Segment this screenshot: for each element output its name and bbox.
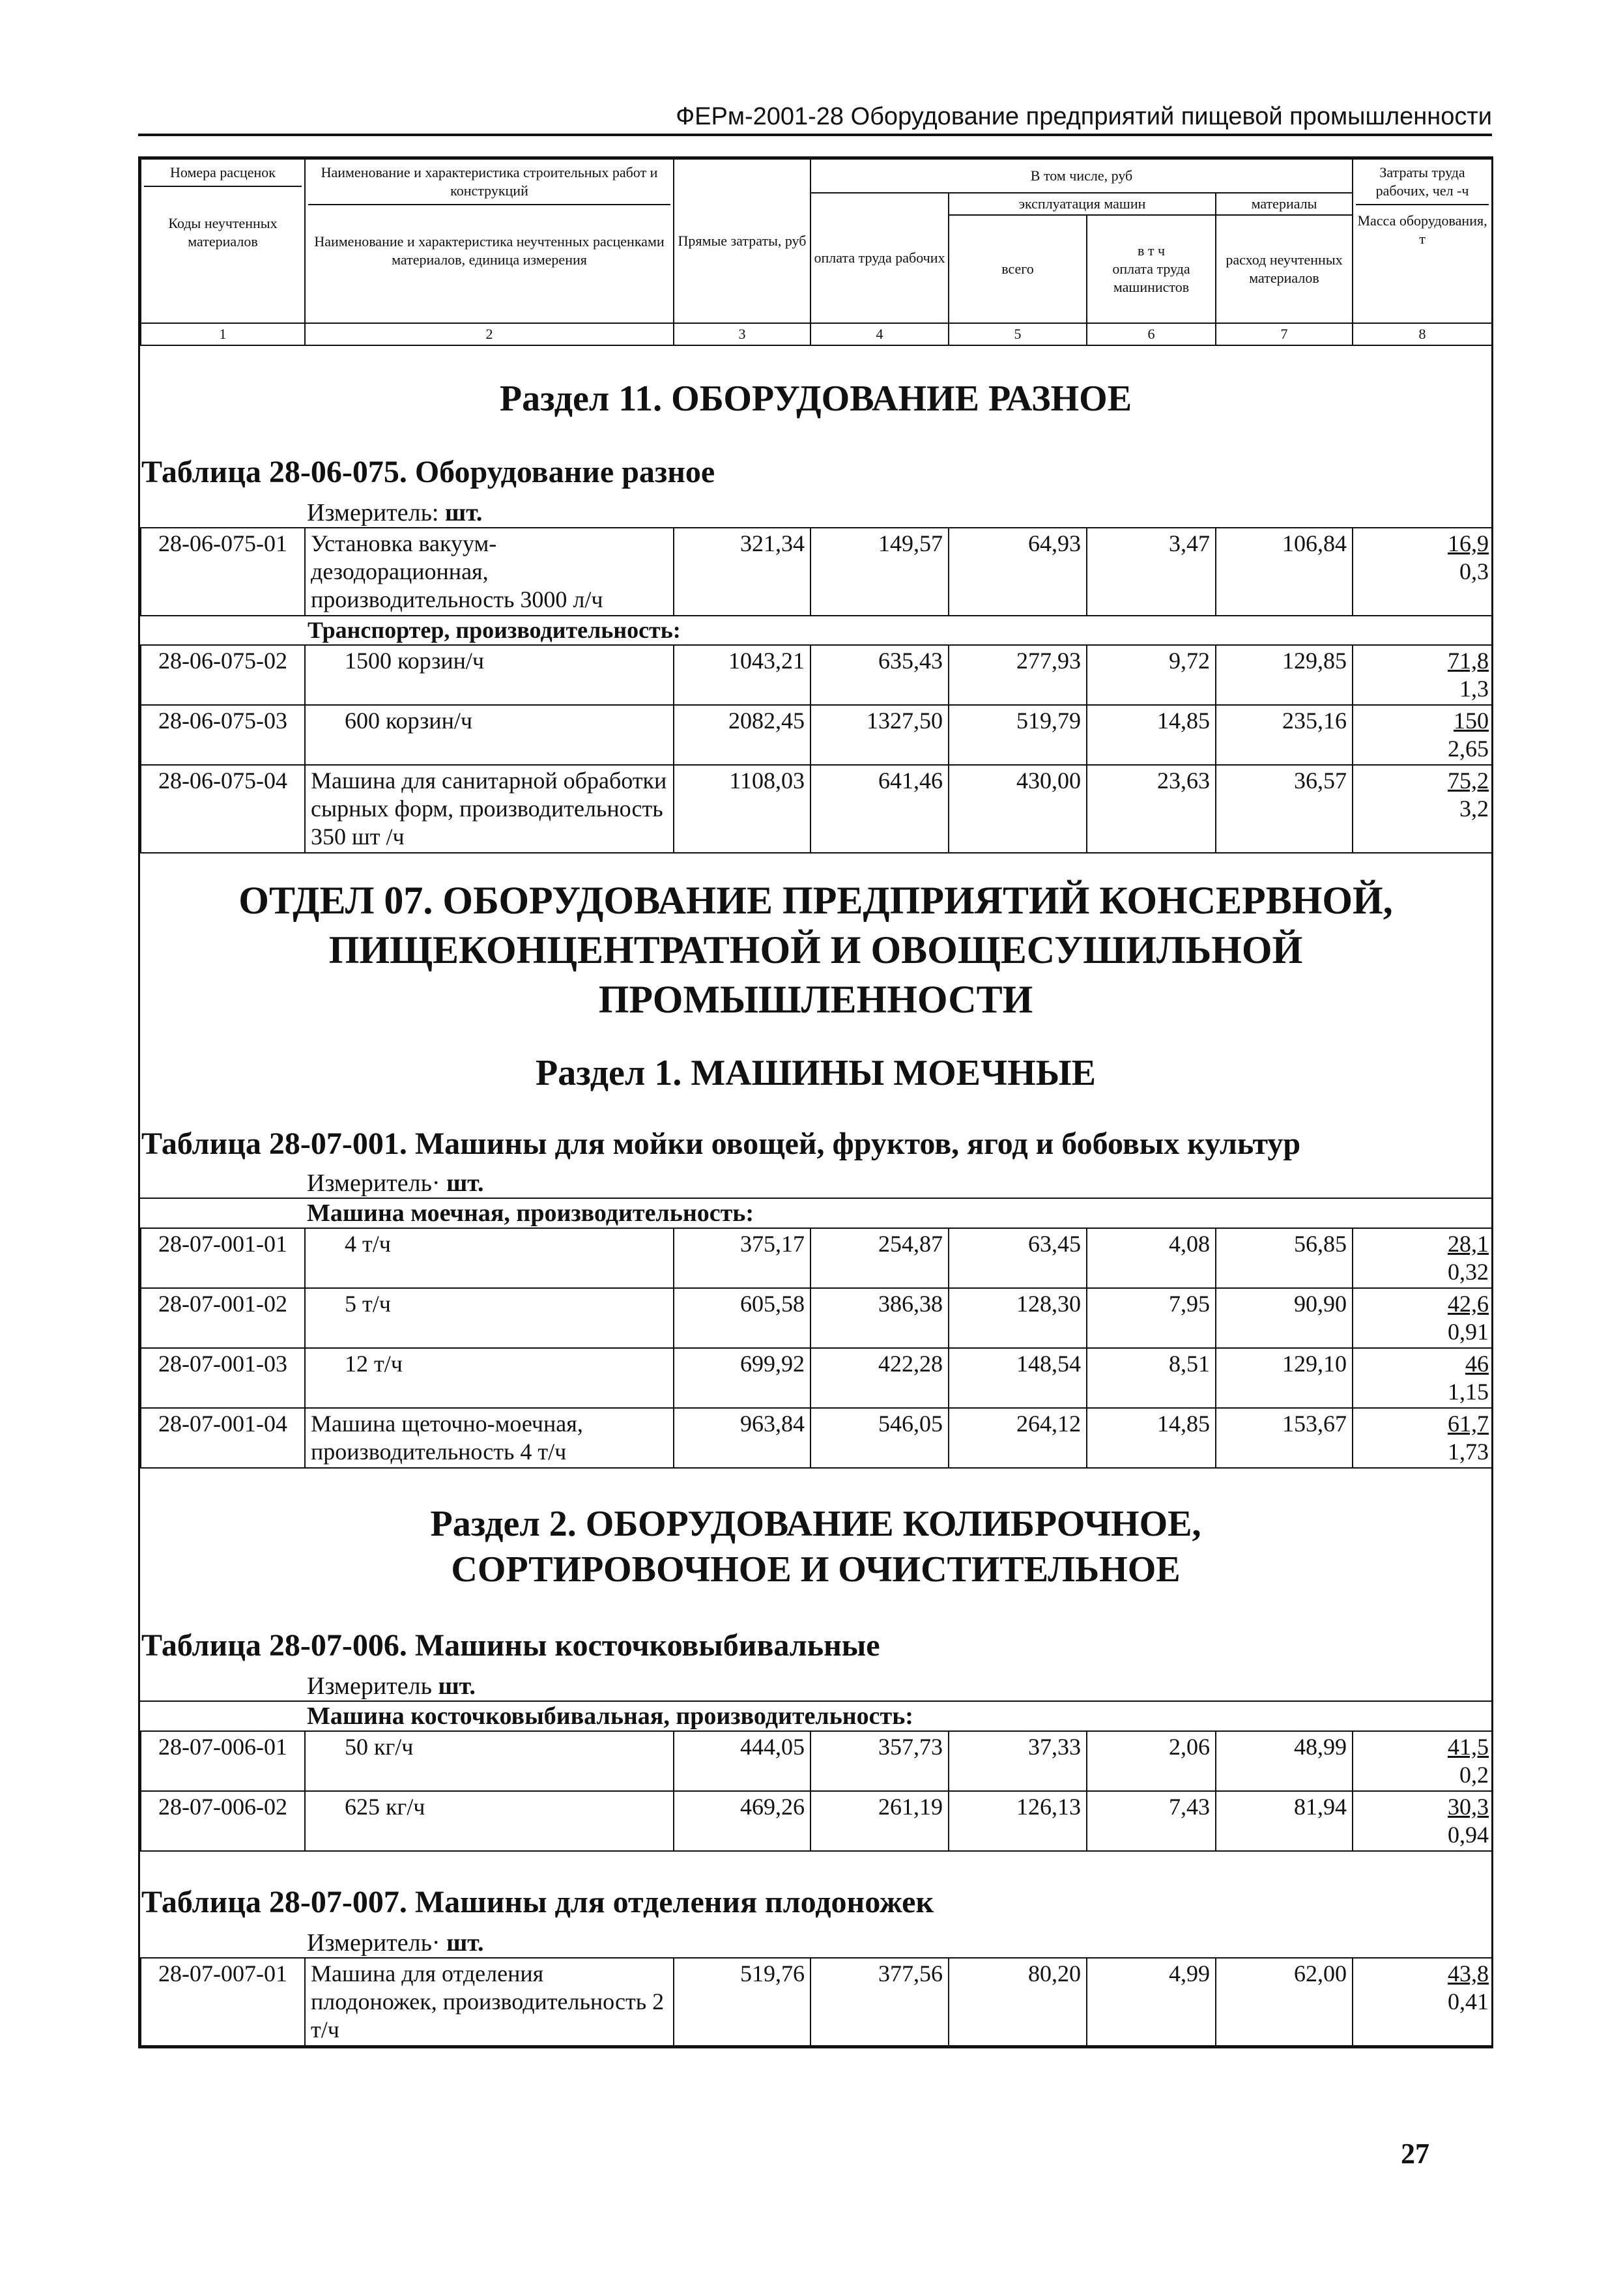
machines-cost: 63,45	[949, 1228, 1087, 1288]
machinists-pay: 14,85	[1087, 1408, 1216, 1468]
col2-header	[305, 159, 674, 323]
rate-code: 28-06-075-04	[141, 765, 305, 853]
colnum-5: 5	[949, 323, 1087, 345]
labor-hours: 28,1	[1448, 1231, 1489, 1257]
colnum-8: 8	[1353, 323, 1492, 345]
labor-hours: 150	[1454, 708, 1489, 734]
labor-hours: 16,9	[1448, 530, 1489, 556]
table-row	[141, 765, 1492, 853]
table-title: Таблица 28-07-001. Машины для мойки овощей, фруктов, ягод и бобовых культур	[141, 1126, 1301, 1161]
direct-cost: 444,05	[674, 1731, 810, 1791]
labor-pay: 546,05	[810, 1408, 949, 1468]
labor-pay: 261,19	[810, 1791, 949, 1851]
materials-header: материалы	[1216, 193, 1353, 215]
meter-label: Измеритель·	[307, 1170, 440, 1197]
equipment-mass: 0,2	[1459, 1762, 1489, 1788]
labor-mass	[1353, 1288, 1492, 1348]
machinists-pay: 23,63	[1087, 765, 1216, 853]
machinists-header	[1087, 215, 1216, 323]
incl-header: В том числе, руб	[810, 159, 1353, 193]
machines-total-header: всего	[949, 215, 1087, 323]
equipment-mass: 0,3	[1459, 558, 1489, 584]
machines-cost: 80,20	[949, 1958, 1087, 2046]
rate-code: 28-07-001-02	[141, 1288, 305, 1348]
labor-mass	[1353, 1348, 1492, 1408]
labor-pay: 386,38	[810, 1288, 949, 1348]
equipment-mass: 1,73	[1448, 1439, 1489, 1465]
colnum-2: 2	[305, 323, 674, 345]
col1-top: Номера расценок	[144, 164, 302, 187]
rates-table	[138, 156, 1493, 2048]
labor-pay: 254,87	[810, 1228, 949, 1288]
rate-name: 4 т/ч	[305, 1228, 674, 1288]
rate-name: 50 кг/ч	[305, 1731, 674, 1791]
col1-header	[141, 159, 305, 323]
col3-header: Прямые затраты, руб	[674, 159, 810, 323]
group-label: Машина косточковыбивальная, производительность:	[140, 1700, 1491, 1730]
meter-line	[140, 1929, 1491, 1957]
rate-name: Машина для отделения плодоножек, производительность 2 т/ч	[305, 1958, 674, 2046]
equipment-mass: 3,2	[1459, 796, 1489, 822]
meter-unit: шт.	[446, 1929, 484, 1957]
section-title: Раздел 11. ОБОРУДОВАНИЕ РАЗНОЕ	[499, 379, 1132, 419]
table-row	[141, 1958, 1492, 2046]
materials-cost: 90,90	[1216, 1288, 1353, 1348]
meter-line	[140, 1672, 1491, 1700]
meter-label: Измеритель:	[307, 499, 439, 526]
machinists-pay: 7,95	[1087, 1288, 1216, 1348]
table-title: Таблица 28-07-007. Машины для отделения плодоножек	[141, 1885, 934, 1919]
machines-cost: 37,33	[949, 1731, 1087, 1791]
labor-hours: 71,8	[1448, 648, 1489, 674]
materials-cost: 129,85	[1216, 645, 1353, 705]
table-row	[141, 1408, 1492, 1468]
table-row	[141, 1228, 1492, 1288]
machines-cost: 64,93	[949, 528, 1087, 616]
labor-hours: 61,7	[1448, 1411, 1489, 1437]
materials-cost: 235,16	[1216, 705, 1353, 765]
machines-cost: 264,12	[949, 1408, 1087, 1468]
rates-rows	[140, 1227, 1493, 1469]
colnum-3: 3	[674, 323, 810, 345]
direct-cost: 605,58	[674, 1288, 810, 1348]
colnum-4: 4	[810, 323, 949, 345]
labor-mass	[1353, 1228, 1492, 1288]
machines-header: эксплуатация машин	[949, 193, 1216, 215]
table-head	[140, 158, 1493, 346]
machinists-pay: 4,08	[1087, 1228, 1216, 1288]
materials-cost: 153,67	[1216, 1408, 1353, 1468]
rate-name: 5 т/ч	[305, 1288, 674, 1348]
meter-unit: шт.	[438, 1672, 476, 1700]
meter-line	[140, 498, 1491, 527]
rate-code: 28-07-001-04	[141, 1408, 305, 1468]
direct-cost: 321,34	[674, 528, 810, 616]
machines-cost: 519,79	[949, 705, 1087, 765]
machines-cost: 126,13	[949, 1791, 1087, 1851]
department-title: ОТДЕЛ 07. ОБОРУДОВАНИЕ ПРЕДПРИЯТИЙ КОНСЕРВНОЙ, ПИЩЕКОНЦЕНТРАТНОЙ И ОВОЩЕСУШИЛЬНОЙ ПРОМЫШЛЕННОСТИ	[238, 879, 1393, 1021]
running-title: ФЕРм-2001-28 Оборудование предприятий пищевой промышленности	[138, 103, 1492, 136]
direct-cost: 1043,21	[674, 645, 810, 705]
direct-cost: 375,17	[674, 1228, 810, 1288]
column-numbers	[141, 323, 1492, 345]
machines-cost: 128,30	[949, 1288, 1087, 1348]
meter-label: Измеритель·	[307, 1929, 440, 1957]
materials-cost: 36,57	[1216, 765, 1353, 853]
table-row	[141, 645, 1492, 705]
rate-name: 1500 корзин/ч	[305, 645, 674, 705]
labor-hours: 42,6	[1448, 1291, 1489, 1317]
direct-cost: 469,26	[674, 1791, 810, 1851]
rate-name: 12 т/ч	[305, 1348, 674, 1408]
rate-code: 28-06-075-02	[141, 645, 305, 705]
machinists-pay: 2,06	[1087, 1731, 1216, 1791]
table-title: Таблица 28-07-006. Машины косточковыбивальные	[141, 1628, 880, 1663]
rates-rows	[140, 1957, 1493, 2046]
equipment-mass: 1,15	[1448, 1379, 1489, 1405]
rate-code: 28-07-006-01	[141, 1731, 305, 1791]
col8-bottom: Масса оборудования, т	[1357, 212, 1487, 247]
labor-mass	[1353, 1791, 1492, 1851]
rate-code: 28-07-001-03	[141, 1348, 305, 1408]
materials-cost: 62,00	[1216, 1958, 1353, 2046]
materials-cost: 56,85	[1216, 1228, 1353, 1288]
labor-pay: 635,43	[810, 645, 949, 705]
table-title: Таблица 28-06-075. Оборудование разное	[141, 455, 715, 489]
group-row	[141, 616, 1492, 645]
equipment-mass: 0,41	[1448, 1988, 1489, 2015]
section-title: Раздел 2. ОБОРУДОВАНИЕ КОЛИБРОЧНОЕ, СОРТИРОВОЧНОЕ И ОЧИСТИТЕЛЬНОЕ	[430, 1504, 1201, 1590]
equipment-mass: 0,91	[1448, 1319, 1489, 1345]
section-title: Раздел 1. МАШИНЫ МОЕЧНЫЕ	[536, 1053, 1096, 1093]
materials-cost: 48,99	[1216, 1731, 1353, 1791]
labor-hours: 30,3	[1448, 1794, 1489, 1820]
col2-top: Наименование и характеристика строительных работ и конструкций	[308, 164, 670, 205]
labor-mass	[1353, 645, 1492, 705]
machinists-pay: 4,99	[1087, 1958, 1216, 2046]
labor-pay: 357,73	[810, 1731, 949, 1791]
labor-pay: 422,28	[810, 1348, 949, 1408]
labor-pay: 377,56	[810, 1958, 949, 2046]
table-row	[141, 1348, 1492, 1408]
labor-mass	[1353, 528, 1492, 616]
meter-unit: шт.	[445, 499, 483, 526]
rate-name: 625 кг/ч	[305, 1791, 674, 1851]
direct-cost: 699,92	[674, 1348, 810, 1408]
meter-label: Измеритель	[307, 1672, 432, 1700]
rates-rows	[140, 1730, 1493, 1852]
equipment-mass: 1,3	[1459, 676, 1489, 702]
colnum-7: 7	[1216, 323, 1353, 345]
machinists-pay: 9,72	[1087, 645, 1216, 705]
rate-name: Машина щеточно-моечная, производительность 4 т/ч	[305, 1408, 674, 1468]
rates-rows	[140, 527, 1493, 854]
page-number: 27	[1401, 2138, 1429, 2170]
group-label: Машина моечная, производительность:	[140, 1198, 1491, 1227]
table-row	[141, 1288, 1492, 1348]
rate-name: 600 корзин/ч	[305, 705, 674, 765]
colnum-1: 1	[141, 323, 305, 345]
table-row	[141, 705, 1492, 765]
machines-cost: 148,54	[949, 1348, 1087, 1408]
materials-sub-header: расход неучтенных материалов	[1216, 215, 1353, 323]
meter-line	[140, 1169, 1491, 1198]
group-label: Транспортер, производительность:	[141, 616, 1492, 645]
materials-cost: 106,84	[1216, 528, 1353, 616]
rate-name: Машина для санитарной обработки сырных форм, производительность 350 шт /ч	[305, 765, 674, 853]
direct-cost: 2082,45	[674, 705, 810, 765]
equipment-mass: 0,94	[1448, 1822, 1489, 1848]
table-body	[140, 346, 1491, 2046]
labor-mass	[1353, 705, 1492, 765]
machinists-pay: 14,85	[1087, 705, 1216, 765]
col2-bottom: Наименование и характеристика неучтенных расценками материалов, единица измерения	[314, 233, 665, 268]
equipment-mass: 0,32	[1448, 1259, 1489, 1285]
labor-mass	[1353, 765, 1492, 853]
labor-mass	[1353, 1731, 1492, 1791]
materials-cost: 81,94	[1216, 1791, 1353, 1851]
labor-hours: 43,8	[1448, 1960, 1489, 1987]
incl-short: в т ч	[1137, 242, 1166, 259]
machines-cost: 430,00	[949, 765, 1087, 853]
rate-name: Установка вакуум-дезодорационная, производительность 3000 л/ч	[305, 528, 674, 616]
direct-cost: 1108,03	[674, 765, 810, 853]
rate-code: 28-07-006-02	[141, 1791, 305, 1851]
table-row	[141, 1731, 1492, 1791]
labor-pay: 1327,50	[810, 705, 949, 765]
machines-cost: 277,93	[949, 645, 1087, 705]
equipment-mass: 2,65	[1448, 736, 1489, 762]
col8-header	[1353, 159, 1492, 323]
rate-code: 28-06-075-01	[141, 528, 305, 616]
table-row	[141, 1791, 1492, 1851]
machinists-pay: 7,43	[1087, 1791, 1216, 1851]
rate-code: 28-07-001-01	[141, 1228, 305, 1288]
machinists-pay: оплата труда машинистов	[1112, 261, 1190, 295]
direct-cost: 519,76	[674, 1958, 810, 2046]
labor-pay-header: оплата труда рабочих	[810, 193, 949, 323]
table-row	[141, 528, 1492, 616]
labor-pay: 149,57	[810, 528, 949, 616]
labor-hours: 46	[1465, 1351, 1489, 1377]
labor-hours: 41,5	[1448, 1734, 1489, 1760]
machinists-pay: 8,51	[1087, 1348, 1216, 1408]
machinists-pay: 3,47	[1087, 528, 1216, 616]
direct-cost: 963,84	[674, 1408, 810, 1468]
labor-hours: 75,2	[1448, 768, 1489, 794]
labor-mass	[1353, 1958, 1492, 2046]
col8-top: Затраты труда рабочих, чел -ч	[1356, 164, 1489, 205]
labor-pay: 641,46	[810, 765, 949, 853]
labor-mass	[1353, 1408, 1492, 1468]
materials-cost: 129,10	[1216, 1348, 1353, 1408]
meter-unit: шт.	[446, 1170, 484, 1197]
rate-code: 28-07-007-01	[141, 1958, 305, 2046]
colnum-6: 6	[1087, 323, 1216, 345]
rate-code: 28-06-075-03	[141, 705, 305, 765]
col1-bottom: Коды неучтенных материалов	[168, 215, 278, 250]
